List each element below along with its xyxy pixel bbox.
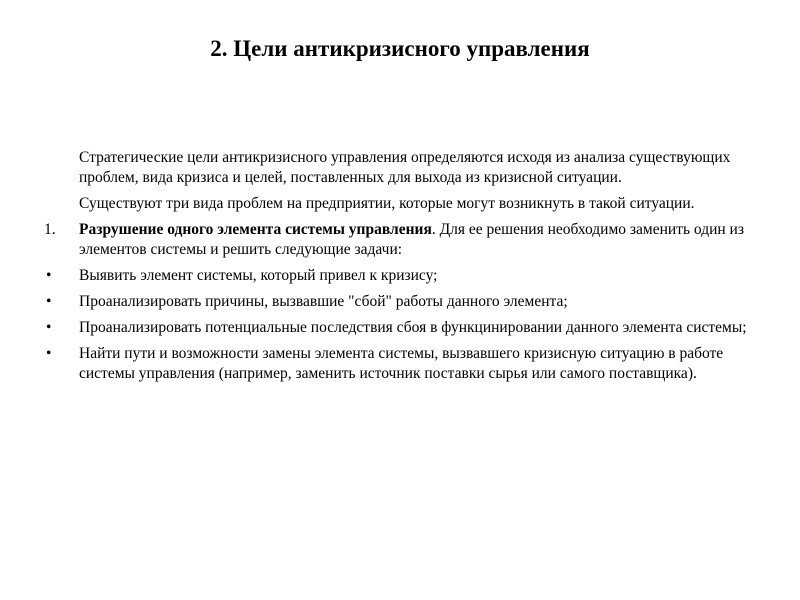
slide-title: 2. Цели антикризисного управления (210, 36, 590, 61)
numbered-item-text: . Для ее решения необходимо заменить один из элементов системы и решить следующие задачи: (79, 221, 744, 258)
bullet-icon: • (46, 319, 52, 336)
list-item-text: Найти пути и возможности замены элемента системы, вызвавшего кризисную ситуацию в работе системы управления (например, заменить источник поставки сырья или самого поставщика). (79, 345, 724, 382)
list-item (44, 318, 760, 338)
bullet-icon: • (46, 345, 52, 362)
bullet-icon: • (46, 293, 52, 310)
list-item (44, 266, 760, 286)
paragraph-three-problems: Существуют три вида проблем на предприятии, которые могут возникнуть в такой ситуации. (79, 195, 695, 212)
numbered-item (44, 220, 760, 260)
numbered-item-heading: Разрушение одного элемента системы управления (79, 221, 432, 238)
list-item (44, 292, 760, 312)
list-item (44, 344, 760, 384)
list-item-text: Проанализировать причины, вызвавшие "сбой" работы данного элемента; (79, 293, 568, 310)
paragraph-strategic-goals: Стратегические цели антикризисного управления определяются исходя из анализа существующих проблем, вида кризиса и целей, поставленных для выхода из кризисной ситуации. (79, 149, 731, 186)
slide-body (44, 148, 760, 390)
list-item-text: Выявить элемент системы, который привел к кризису; (79, 267, 438, 284)
bullet-icon: • (46, 267, 52, 284)
list-item-text: Проанализировать потенциальные последствия сбоя в функцинировании данного элемента системы; (79, 319, 747, 336)
list-number: 1. (44, 221, 56, 238)
